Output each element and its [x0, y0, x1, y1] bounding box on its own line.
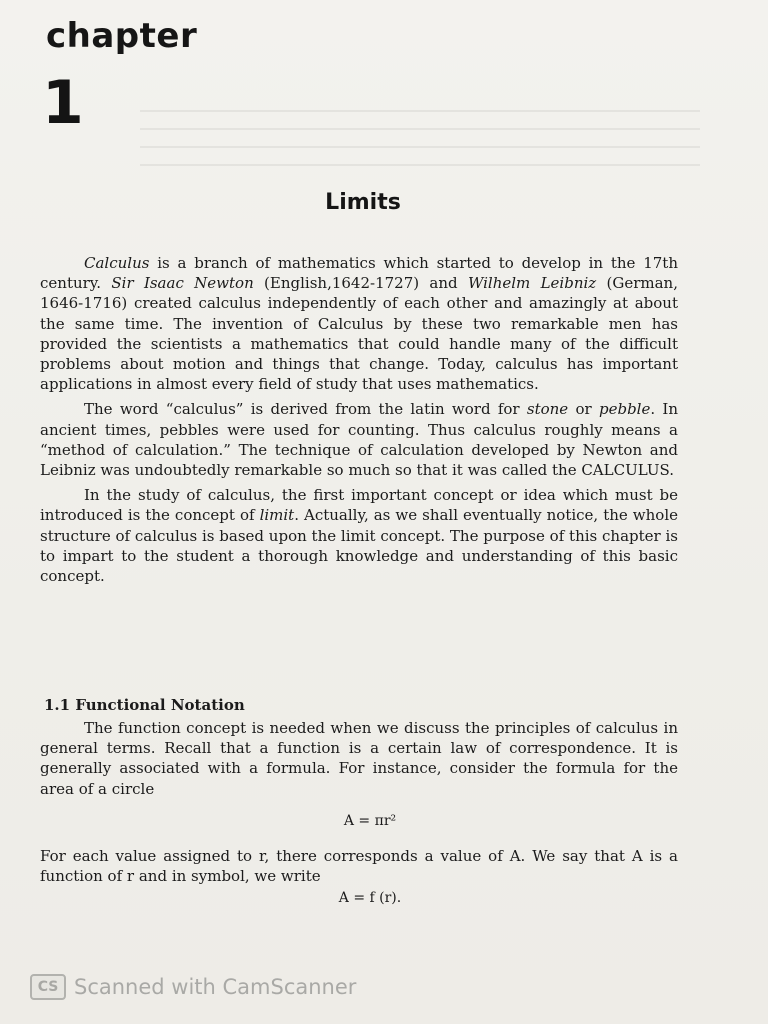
formula-function: A = f (r). — [338, 890, 402, 906]
term-stone: stone — [526, 400, 569, 419]
section-text-2 — [40, 846, 678, 891]
watermark-text: Scanned with CamScanner — [74, 975, 357, 999]
term-limit: limit — [259, 506, 295, 525]
page-title: Limits — [325, 190, 401, 215]
section-heading: 1.1 Functional Notation — [44, 696, 245, 714]
name-newton: Sir Isaac Newton — [111, 274, 254, 293]
intro-paragraph-1: Calculus is a branch of mathematics which started to develop in the 17th century. Sir Isaac Newton (English,1642-1727) and Wilhelm Leibniz (German, 1646-1716) created calculus independently of each other and amazingly at about the same time. The invention of Calculus by these two remarkable men has provided the scientists a mathematics that could handle many of the difficult problems about motion and things that change. Today, calculus has important applications in almost every field of study that uses mathematics. — [40, 254, 678, 394]
intro-text — [40, 253, 678, 591]
camscanner-watermark — [30, 974, 356, 1000]
camscanner-logo-icon: CS — [30, 974, 66, 1000]
intro-paragraph-2: The word “calculus” is derived from the latin word for stone or pebble. In ancient times, pebbles were used for counting. Thus calculus roughly means a “method of calculation.” The technique of calculation developed by Newton and Leibniz was undoubtedly remarkable so much so that it was called the CALCULUS. — [40, 400, 678, 480]
bleed-through-texture — [140, 110, 700, 170]
intro-paragraph-3: In the study of calculus, the first important concept or idea which must be introduced is the concept of limit. Actually, as we shall eventually notice, the whole structure of calculus is based upon the limit concept. The purpose of this chapter is to impart to the student a thorough knowledge and understanding of this basic concept. — [40, 486, 678, 586]
section-paragraph-1: The function concept is needed when we discuss the principles of calculus in general terms. Recall that a function is a certain law of correspondence. It is generally associated with a formula. For instance, consider the formula for the area of a circle — [40, 719, 678, 798]
formula-area: A = πr² — [343, 813, 397, 829]
term-pebble: pebble — [598, 400, 651, 419]
name-leibniz: Wilhelm Leibniz — [467, 274, 597, 293]
term-calculus: Calculus — [84, 254, 150, 272]
chapter-number: 1 — [42, 68, 84, 138]
chapter-label: chapter — [46, 16, 198, 56]
section-text — [40, 718, 678, 804]
section-paragraph-2: For each value assigned to r, there corresponds a value of A. We say that A is a function of r and in symbol, we write — [40, 847, 678, 886]
